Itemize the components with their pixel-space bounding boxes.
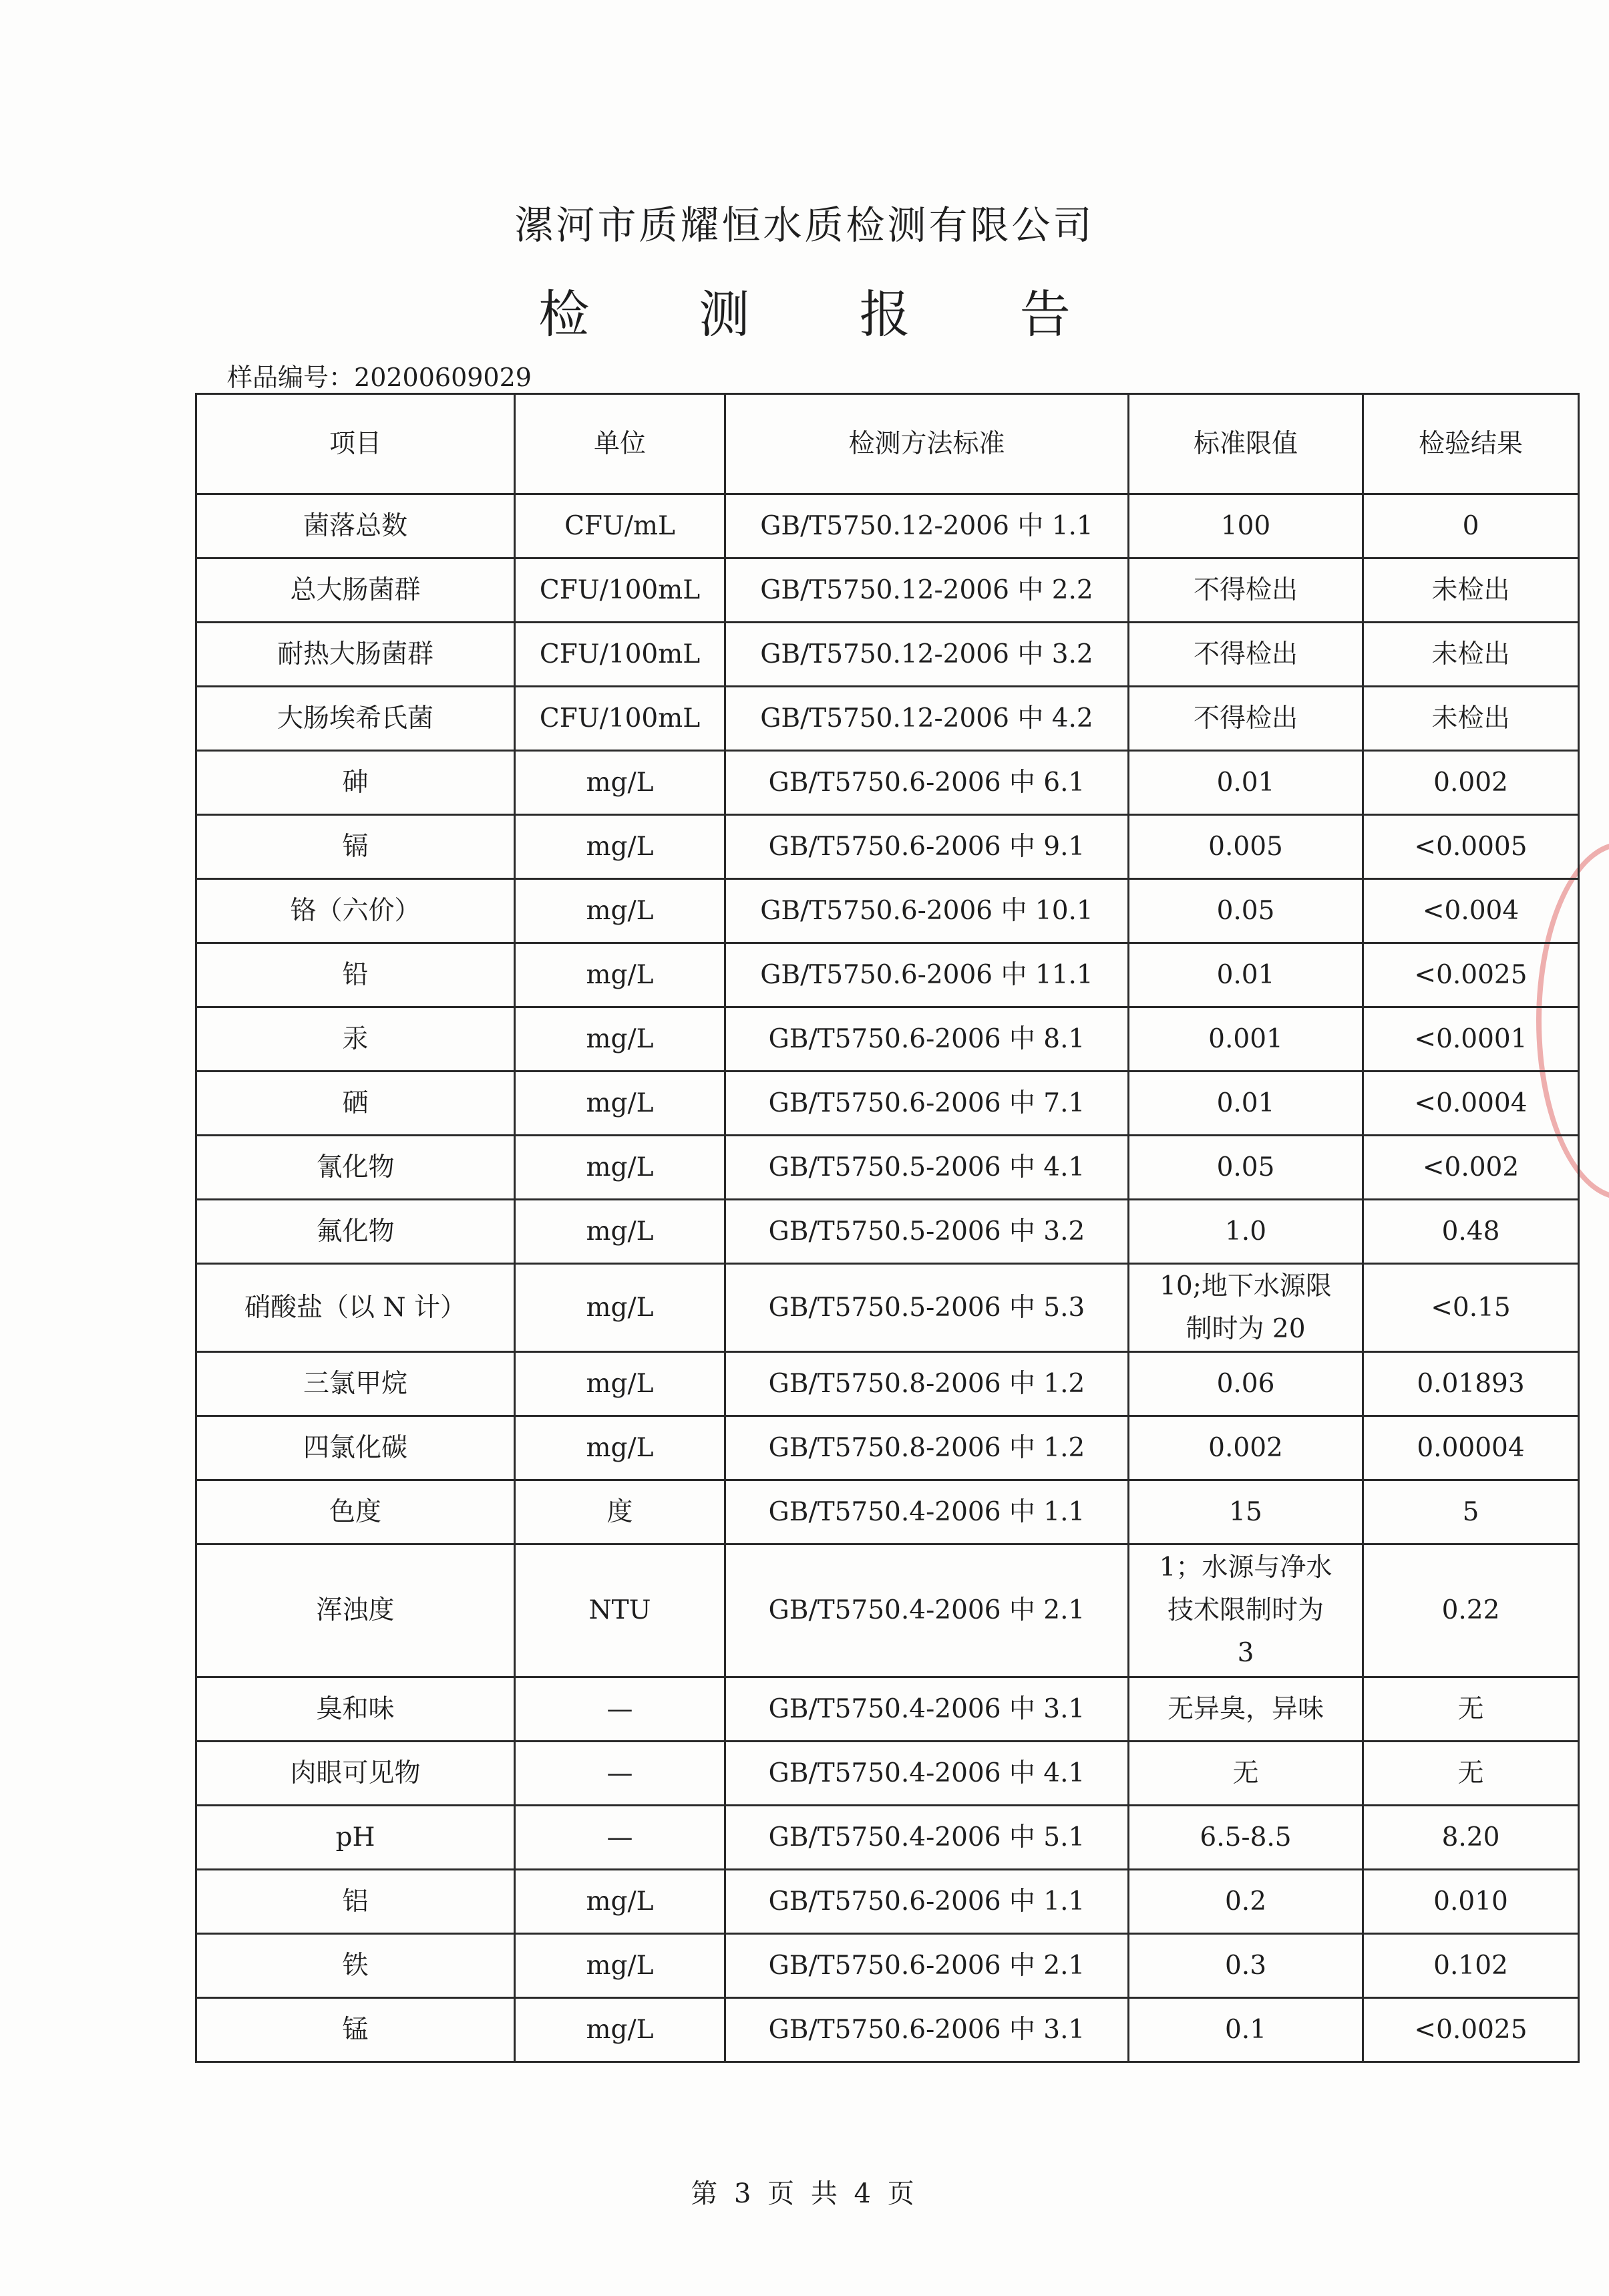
cell-unit: CFU/mL bbox=[515, 494, 725, 558]
cell-method: GB/T5750.8-2006 中 1.2 bbox=[725, 1416, 1129, 1480]
cell-unit: mg/L bbox=[515, 751, 725, 815]
cell-limit-line: 1；水源与净水 bbox=[1159, 1552, 1332, 1583]
cell-result: <0.004 bbox=[1363, 879, 1579, 943]
table-row bbox=[196, 1007, 1579, 1072]
cell-method: GB/T5750.5-2006 中 4.1 bbox=[725, 1136, 1129, 1200]
cell-item: 色度 bbox=[196, 1480, 515, 1544]
column-header-unit: 单位 bbox=[515, 394, 725, 494]
cell-unit: mg/L bbox=[515, 815, 725, 879]
cell-item: 铝 bbox=[196, 1870, 515, 1934]
cell-limit: 无异臭，异味 bbox=[1129, 1677, 1363, 1742]
cell-limit: 0.01 bbox=[1129, 1072, 1363, 1136]
cell-method: GB/T5750.6-2006 中 2.1 bbox=[725, 1934, 1129, 1998]
column-header-result: 检验结果 bbox=[1363, 394, 1579, 494]
cell-result: 0.010 bbox=[1363, 1870, 1579, 1934]
table-header-row bbox=[196, 394, 1579, 494]
table-row bbox=[196, 1870, 1579, 1934]
cell-method: GB/T5750.6-2006 中 11.1 bbox=[725, 943, 1129, 1007]
table-row bbox=[196, 494, 1579, 558]
table-row bbox=[196, 1200, 1579, 1264]
cell-limit bbox=[1129, 1544, 1363, 1677]
cell-limit: 0.01 bbox=[1129, 751, 1363, 815]
cell-method: GB/T5750.12-2006 中 2.2 bbox=[725, 558, 1129, 623]
cell-limit: 不得检出 bbox=[1129, 687, 1363, 751]
cell-unit: mg/L bbox=[515, 1934, 725, 1998]
cell-item: 硒 bbox=[196, 1072, 515, 1136]
cell-unit: — bbox=[515, 1677, 725, 1742]
cell-item: 铅 bbox=[196, 943, 515, 1007]
cell-item: 镉 bbox=[196, 815, 515, 879]
column-header-method: 检测方法标准 bbox=[725, 394, 1129, 494]
column-header-item: 项目 bbox=[196, 394, 515, 494]
cell-unit: mg/L bbox=[515, 1998, 725, 2062]
table-row bbox=[196, 1806, 1579, 1870]
cell-limit: 6.5-8.5 bbox=[1129, 1806, 1363, 1870]
cell-method: GB/T5750.12-2006 中 4.2 bbox=[725, 687, 1129, 751]
cell-item: 铬（六价） bbox=[196, 879, 515, 943]
cell-result: <0.0001 bbox=[1363, 1007, 1579, 1072]
cell-result: 0.01893 bbox=[1363, 1352, 1579, 1416]
company-name: 漯河市质耀恒水质检测有限公司 bbox=[514, 202, 1095, 248]
cell-result: 8.20 bbox=[1363, 1806, 1579, 1870]
table-row bbox=[196, 815, 1579, 879]
table-row bbox=[196, 687, 1579, 751]
cell-result: 0 bbox=[1363, 494, 1579, 558]
cell-item: 汞 bbox=[196, 1007, 515, 1072]
cell-method: GB/T5750.4-2006 中 2.1 bbox=[725, 1544, 1129, 1677]
cell-item: 砷 bbox=[196, 751, 515, 815]
cell-item: 硝酸盐（以 N 计） bbox=[196, 1264, 515, 1352]
cell-item: 三氯甲烷 bbox=[196, 1352, 515, 1416]
cell-unit: mg/L bbox=[515, 1870, 725, 1934]
cell-result: 0.002 bbox=[1363, 751, 1579, 815]
cell-result: 0.22 bbox=[1363, 1544, 1579, 1677]
cell-result: <0.0025 bbox=[1363, 943, 1579, 1007]
cell-result: <0.002 bbox=[1363, 1136, 1579, 1200]
table-row bbox=[196, 623, 1579, 687]
cell-item: 大肠埃希氏菌 bbox=[196, 687, 515, 751]
cell-item: 浑浊度 bbox=[196, 1544, 515, 1677]
cell-limit-line: 3 bbox=[1237, 1638, 1254, 1668]
cell-method: GB/T5750.6-2006 中 6.1 bbox=[725, 751, 1129, 815]
cell-method: GB/T5750.12-2006 中 1.1 bbox=[725, 494, 1129, 558]
table-row bbox=[196, 879, 1579, 943]
cell-result: 5 bbox=[1363, 1480, 1579, 1544]
cell-unit: CFU/100mL bbox=[515, 687, 725, 751]
cell-unit: mg/L bbox=[515, 1200, 725, 1264]
cell-method: GB/T5750.4-2006 中 3.1 bbox=[725, 1677, 1129, 1742]
table-row bbox=[196, 1264, 1579, 1352]
cell-limit-line: 技术限制时为 bbox=[1167, 1595, 1324, 1625]
cell-limit: 1.0 bbox=[1129, 1200, 1363, 1264]
cell-item: 菌落总数 bbox=[196, 494, 515, 558]
cell-unit: CFU/100mL bbox=[515, 558, 725, 623]
cell-method: GB/T5750.6-2006 中 8.1 bbox=[725, 1007, 1129, 1072]
cell-item: 氰化物 bbox=[196, 1136, 515, 1200]
cell-method: GB/T5750.6-2006 中 1.1 bbox=[725, 1870, 1129, 1934]
table-row bbox=[196, 1416, 1579, 1480]
cell-item: 臭和味 bbox=[196, 1677, 515, 1742]
sample-number-label: 样品编号： bbox=[227, 363, 355, 392]
cell-result: 0.48 bbox=[1363, 1200, 1579, 1264]
cell-method: GB/T5750.6-2006 中 7.1 bbox=[725, 1072, 1129, 1136]
cell-item: pH bbox=[196, 1806, 515, 1870]
table-row bbox=[196, 1998, 1579, 2062]
cell-unit: mg/L bbox=[515, 879, 725, 943]
cell-result: 未检出 bbox=[1363, 558, 1579, 623]
cell-method: GB/T5750.5-2006 中 5.3 bbox=[725, 1264, 1129, 1352]
cell-item: 氟化物 bbox=[196, 1200, 515, 1264]
cell-unit: mg/L bbox=[515, 1072, 725, 1136]
table-row bbox=[196, 751, 1579, 815]
cell-result: 0.00004 bbox=[1363, 1416, 1579, 1480]
cell-method: GB/T5750.6-2006 中 10.1 bbox=[725, 879, 1129, 943]
table-row bbox=[196, 1934, 1579, 1998]
cell-method: GB/T5750.6-2006 中 3.1 bbox=[725, 1998, 1129, 2062]
table-row bbox=[196, 1352, 1579, 1416]
cell-result: 未检出 bbox=[1363, 687, 1579, 751]
cell-limit: 0.01 bbox=[1129, 943, 1363, 1007]
cell-unit: mg/L bbox=[515, 1352, 725, 1416]
cell-method: GB/T5750.12-2006 中 3.2 bbox=[725, 623, 1129, 687]
cell-method: GB/T5750.6-2006 中 9.1 bbox=[725, 815, 1129, 879]
cell-limit: 0.005 bbox=[1129, 815, 1363, 879]
cell-method: GB/T5750.4-2006 中 1.1 bbox=[725, 1480, 1129, 1544]
cell-unit: mg/L bbox=[515, 1416, 725, 1480]
sample-number-value: 20200609029 bbox=[354, 363, 532, 392]
column-header-limit: 标准限值 bbox=[1129, 394, 1363, 494]
cell-limit: 0.06 bbox=[1129, 1352, 1363, 1416]
report-title: 检 测 报 告 bbox=[538, 285, 1117, 344]
cell-unit: mg/L bbox=[515, 1136, 725, 1200]
cell-item: 耐热大肠菌群 bbox=[196, 623, 515, 687]
cell-method: GB/T5750.5-2006 中 3.2 bbox=[725, 1200, 1129, 1264]
cell-item: 锰 bbox=[196, 1998, 515, 2062]
cell-method: GB/T5750.4-2006 中 4.1 bbox=[725, 1742, 1129, 1806]
cell-result: <0.0005 bbox=[1363, 815, 1579, 879]
cell-result: 无 bbox=[1363, 1677, 1579, 1742]
cell-unit: — bbox=[515, 1742, 725, 1806]
table-row bbox=[196, 558, 1579, 623]
cell-unit: 度 bbox=[515, 1480, 725, 1544]
cell-item: 总大肠菌群 bbox=[196, 558, 515, 623]
table-row bbox=[196, 1742, 1579, 1806]
cell-item: 肉眼可见物 bbox=[196, 1742, 515, 1806]
table-row bbox=[196, 1136, 1579, 1200]
cell-limit: 不得检出 bbox=[1129, 558, 1363, 623]
cell-limit-line: 制时为 20 bbox=[1186, 1313, 1306, 1344]
cell-limit: 0.2 bbox=[1129, 1870, 1363, 1934]
cell-result: <0.15 bbox=[1363, 1264, 1579, 1352]
cell-limit: 0.002 bbox=[1129, 1416, 1363, 1480]
cell-unit: CFU/100mL bbox=[515, 623, 725, 687]
sample-number bbox=[227, 357, 532, 393]
cell-method: GB/T5750.4-2006 中 5.1 bbox=[725, 1806, 1129, 1870]
cell-result: 无 bbox=[1363, 1742, 1579, 1806]
cell-limit: 100 bbox=[1129, 494, 1363, 558]
cell-limit-line: 10;地下水源限 bbox=[1159, 1271, 1332, 1301]
cell-result: <0.0004 bbox=[1363, 1072, 1579, 1136]
cell-limit: 15 bbox=[1129, 1480, 1363, 1544]
cell-limit: 0.05 bbox=[1129, 1136, 1363, 1200]
table-row bbox=[196, 1072, 1579, 1136]
table-row bbox=[196, 943, 1579, 1007]
cell-limit: 不得检出 bbox=[1129, 623, 1363, 687]
table-row bbox=[196, 1480, 1579, 1544]
cell-result: 未检出 bbox=[1363, 623, 1579, 687]
cell-unit: mg/L bbox=[515, 943, 725, 1007]
cell-result: 0.102 bbox=[1363, 1934, 1579, 1998]
table-row bbox=[196, 1544, 1579, 1677]
cell-unit: NTU bbox=[515, 1544, 725, 1677]
cell-result: <0.0025 bbox=[1363, 1998, 1579, 2062]
cell-limit: 0.1 bbox=[1129, 1998, 1363, 2062]
cell-item: 铁 bbox=[196, 1934, 515, 1998]
cell-limit bbox=[1129, 1264, 1363, 1352]
cell-unit: — bbox=[515, 1806, 725, 1870]
cell-unit: mg/L bbox=[515, 1007, 725, 1072]
cell-limit: 0.05 bbox=[1129, 879, 1363, 943]
page-number: 第 3 页 共 4 页 bbox=[691, 2178, 918, 2209]
cell-item: 四氯化碳 bbox=[196, 1416, 515, 1480]
cell-limit: 无 bbox=[1129, 1742, 1363, 1806]
cell-limit: 0.3 bbox=[1129, 1934, 1363, 1998]
test-results-table bbox=[195, 393, 1580, 2063]
table-row bbox=[196, 1677, 1579, 1742]
cell-limit: 0.001 bbox=[1129, 1007, 1363, 1072]
cell-unit: mg/L bbox=[515, 1264, 725, 1352]
cell-method: GB/T5750.8-2006 中 1.2 bbox=[725, 1352, 1129, 1416]
